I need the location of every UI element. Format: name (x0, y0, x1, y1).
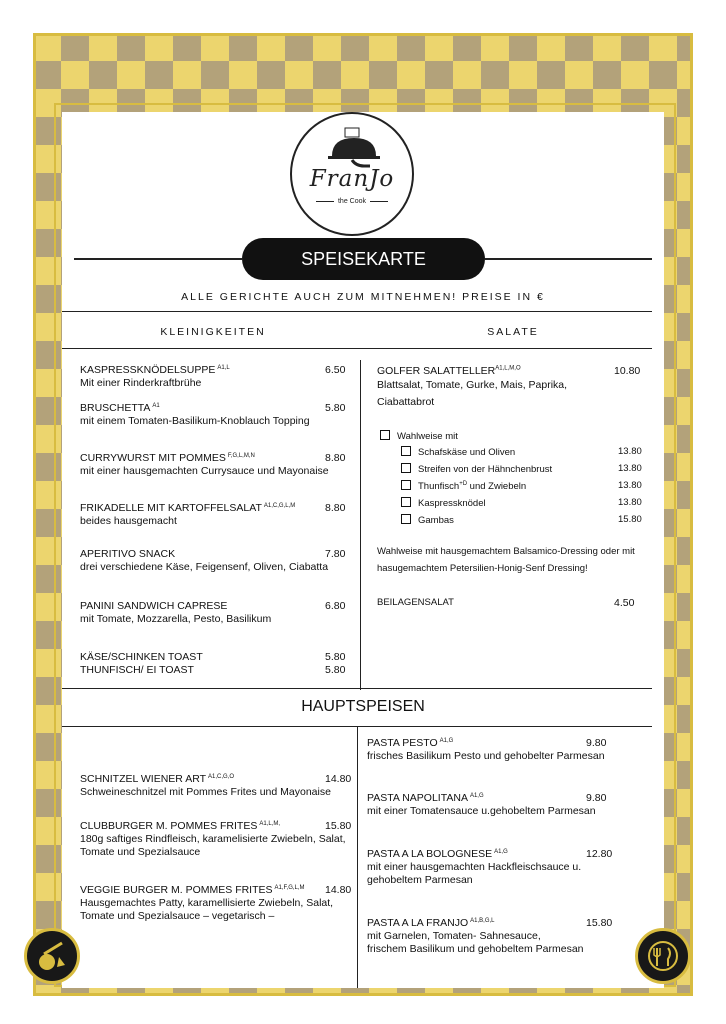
subtitle-rule (62, 311, 652, 312)
kleinigkeiten-item-name (80, 502, 295, 514)
haupt-right-item-name (367, 737, 453, 749)
beilagensalat-price: 4.50 (614, 597, 635, 609)
logo-tagline: the Cook (292, 198, 412, 205)
haupt-left-item-name-text: CLUBBURGER M. POMMES FRITES (80, 820, 258, 832)
column-header-left: KLEINIGKEITEN (160, 326, 266, 338)
checkbox[interactable] (401, 446, 411, 456)
haupt-left-item-name-allergens: A1,C,G,O (208, 773, 235, 780)
hauptspeisen-title: HAUPTSPEISEN (301, 698, 425, 715)
haupt-left-item-name-allergens: A1,F,G,L,M (274, 884, 305, 891)
haupt-right-item-desc: mit Garnelen, Tomaten- Sahnesauce, (367, 930, 541, 942)
haupt-left-item-price: 14.80 (325, 773, 352, 785)
kleinigkeiten-item-desc: mit Tomate, Mozzarella, Pesto, Basilikum (80, 613, 272, 625)
haupt-left-item-name-text: VEGGIE BURGER M. POMMES FRITES (80, 884, 273, 896)
kleinigkeiten-item-name-text: KASPRESSKNÖDELSUPPE (80, 364, 216, 376)
haupt-left-item-name-text: SCHNITZEL WIENER ART (80, 773, 207, 785)
salad-option[interactable] (401, 463, 552, 475)
kleinigkeiten-item-price: 5.80 (325, 402, 346, 414)
checkbox[interactable] (401, 514, 411, 524)
column-divider-bottom (357, 726, 358, 988)
checkbox[interactable] (401, 497, 411, 507)
column-header-right: SALATE (487, 326, 539, 338)
logo (290, 112, 414, 236)
golfer-price: 10.80 (614, 365, 641, 377)
haupt-left-item-name (80, 820, 280, 832)
kleinigkeiten-item-name-text: KÄSE/SCHINKEN TOAST (80, 651, 203, 663)
haupt-right-item-desc: mit einer hausgemachten Hackfleischsauce u. (367, 861, 582, 873)
kleinigkeiten-item-name (80, 548, 175, 560)
checkbox[interactable] (401, 463, 411, 473)
kleinigkeiten-item-name-text: THUNFISCH/ EI TOAST (80, 664, 194, 676)
haupt-left-item-desc: Tomate und Spezialsauce – vegetarisch – (80, 910, 275, 922)
kleinigkeiten-item-name-text: FRIKADELLE MIT KARTOFFELSALAT (80, 502, 262, 514)
haupt-left-item-name (80, 773, 234, 785)
haupt-right-item-name-text: PASTA A LA FRANJO (367, 917, 469, 929)
kleinigkeiten-item-name (80, 651, 203, 663)
logo-name: FranJo (309, 166, 395, 192)
kleinigkeiten-item-price: 5.80 (325, 651, 346, 663)
haupt-left-item-desc: Schweineschnitzel mit Pommes Frites und Mayonaise (80, 786, 331, 798)
haupt-right-item-price: 12.80 (586, 848, 613, 860)
golf-badge (24, 928, 80, 984)
golfer-desc-2: Ciabattabrot (377, 396, 435, 408)
salad-option-price: 13.80 (618, 446, 642, 457)
kleinigkeiten-item-name (80, 452, 255, 464)
kleinigkeiten-item-price: 8.80 (325, 502, 346, 514)
haupt-right-item-desc: frischem Basilikum und gehobeltem Parmesan (367, 943, 584, 955)
cutlery-icon (638, 931, 688, 981)
haupt-right-item-price: 9.80 (586, 792, 607, 804)
subtitle: ALLE GERICHTE AUCH ZUM MITNEHMEN! PREISE IN € (181, 291, 545, 303)
salad-option-label: Thunfisch (418, 481, 460, 492)
haupt-right-item-name-text: PASTA NAPOLITANA (367, 792, 468, 804)
haupt-left-item-desc: Hausgemachtes Patty, karamellisierte Zwiebeln, Salat, (80, 897, 334, 909)
haupt-right-item-desc: gehobeltem Parmesan (367, 874, 473, 886)
salad-option-price: 13.80 (618, 497, 642, 508)
salad-option[interactable] (401, 480, 526, 492)
kleinigkeiten-item-desc: Mit einer Rinderkraftbrühe (80, 377, 202, 389)
dressing-line-1: Wahlweise mit hausgemachtem Balsamico-Dressing oder mit (377, 546, 635, 557)
haupt-right-item-name-allergens: A1,G (439, 737, 454, 744)
salad-option[interactable] (401, 497, 486, 509)
kleinigkeiten-item-price: 8.80 (325, 452, 346, 464)
title-rule-right (485, 258, 652, 260)
haupt-right-item-name-allergens: A1,G (469, 792, 484, 799)
salad-option-price: 13.80 (618, 463, 642, 474)
salad-option-label: Kaspressknödel (418, 498, 486, 509)
kleinigkeiten-item-price: 6.80 (325, 600, 346, 612)
kleinigkeiten-item-name (80, 600, 227, 612)
kleinigkeiten-item-desc: drei verschiedene Käse, Feigensenf, Oliven, Ciabatta (80, 561, 329, 573)
cutlery-badge (635, 928, 691, 984)
kleinigkeiten-item-name-text: BRUSCHETTA (80, 402, 151, 414)
haupt-right-item-name (367, 792, 484, 804)
title-rule-left (74, 258, 242, 260)
beilagensalat-name: BEILAGENSALAT (377, 597, 454, 608)
salad-option[interactable] (401, 514, 454, 526)
haupt-right-item-name-allergens: A1,B,G,L (470, 917, 495, 924)
haupt-right-item-name-allergens: A1,G (494, 848, 508, 855)
golfer-desc-1: Blattsalat, Tomate, Gurke, Mais, Paprika, (377, 379, 568, 391)
hauptspeisen-rule-top (62, 688, 652, 689)
header-rule (62, 348, 652, 349)
haupt-left-item-desc: 180g saftiges Rindfleisch, karamelisierte Zwiebeln, Salat, (80, 833, 346, 845)
kleinigkeiten-item-name-allergens: A1 (152, 402, 160, 409)
haupt-left-item-price: 14.80 (325, 884, 352, 896)
kleinigkeiten-item-price: 7.80 (325, 548, 346, 560)
checkbox[interactable] (401, 480, 411, 490)
dressing-line-2: hasugemachtem Petersilien-Honig-Senf Dressing! (377, 563, 588, 574)
haupt-left-item-name (80, 884, 305, 896)
haupt-left-item-name-allergens: A1,L,M, (259, 820, 281, 827)
kleinigkeiten-item-name (80, 364, 230, 376)
golf-icon (27, 931, 77, 981)
salad-option-label: Gambas (418, 515, 454, 526)
salad-option-label-rest: und Zwiebeln (467, 481, 527, 492)
kleinigkeiten-item-desc: beides hausgemacht (80, 515, 177, 527)
salad-option-label: Streifen von der Hähnchenbrust (418, 464, 553, 475)
haupt-right-item-name (367, 917, 495, 929)
kleinigkeiten-item-name-text: CURRYWURST MIT POMMES (80, 452, 226, 464)
kleinigkeiten-item-desc: mit einer hausgemachten Currysauce und Mayonaise (80, 465, 329, 477)
salad-option-allergens: +D (459, 480, 468, 487)
kleinigkeiten-item-name (80, 664, 194, 676)
haupt-right-item-price: 15.80 (586, 917, 613, 929)
salad-option-label: Schafskäse und Oliven (418, 447, 516, 458)
wahlweise-option[interactable]: Wahlweise mit (380, 430, 458, 442)
haupt-right-item-name-text: PASTA A LA BOLOGNESE (367, 848, 493, 860)
haupt-right-item-name (367, 848, 508, 860)
menu-sheet (62, 112, 664, 988)
salad-option-price: 15.80 (618, 514, 642, 525)
kleinigkeiten-item-name-allergens: A1,L (217, 364, 230, 371)
salad-option[interactable] (401, 446, 515, 458)
haupt-left-item-price: 15.80 (325, 820, 352, 832)
kleinigkeiten-item-name-allergens: F,G,L,M,N (227, 452, 255, 459)
kleinigkeiten-item-price: 6.50 (325, 364, 346, 376)
haupt-right-item-name-text: PASTA PESTO (367, 737, 438, 749)
kleinigkeiten-item-name-allergens: A1,C,G,L,M (263, 502, 296, 509)
kleinigkeiten-item-price: 5.80 (325, 664, 346, 676)
haupt-right-item-desc: mit einer Tomatensauce u.gehobeltem Parmesan (367, 805, 596, 817)
column-divider-top (360, 360, 361, 690)
haupt-left-item-desc: Tomate und Spezialsauce (80, 846, 201, 858)
checkbox[interactable] (380, 430, 390, 440)
salad-option-price: 13.80 (618, 480, 642, 491)
haupt-right-item-desc: frisches Basilikum Pesto und gehobelter Parmesan (367, 750, 605, 762)
kleinigkeiten-item-desc: mit einem Tomaten-Basilikum-Knoblauch Topping (80, 415, 310, 427)
golfer-name: GOLFER $SALATTELLER^{A1,L,M,O}$ (377, 365, 521, 377)
kleinigkeiten-item-name-text: PANINI SANDWICH CAPRESE (80, 600, 228, 612)
cloche-icon (292, 114, 416, 174)
kleinigkeiten-item-name-text: APERITIVO SNACK (80, 548, 176, 560)
kleinigkeiten-item-name (80, 402, 160, 414)
haupt-right-item-price: 9.80 (586, 737, 607, 749)
page-title: SPEISEKARTE (242, 238, 485, 280)
